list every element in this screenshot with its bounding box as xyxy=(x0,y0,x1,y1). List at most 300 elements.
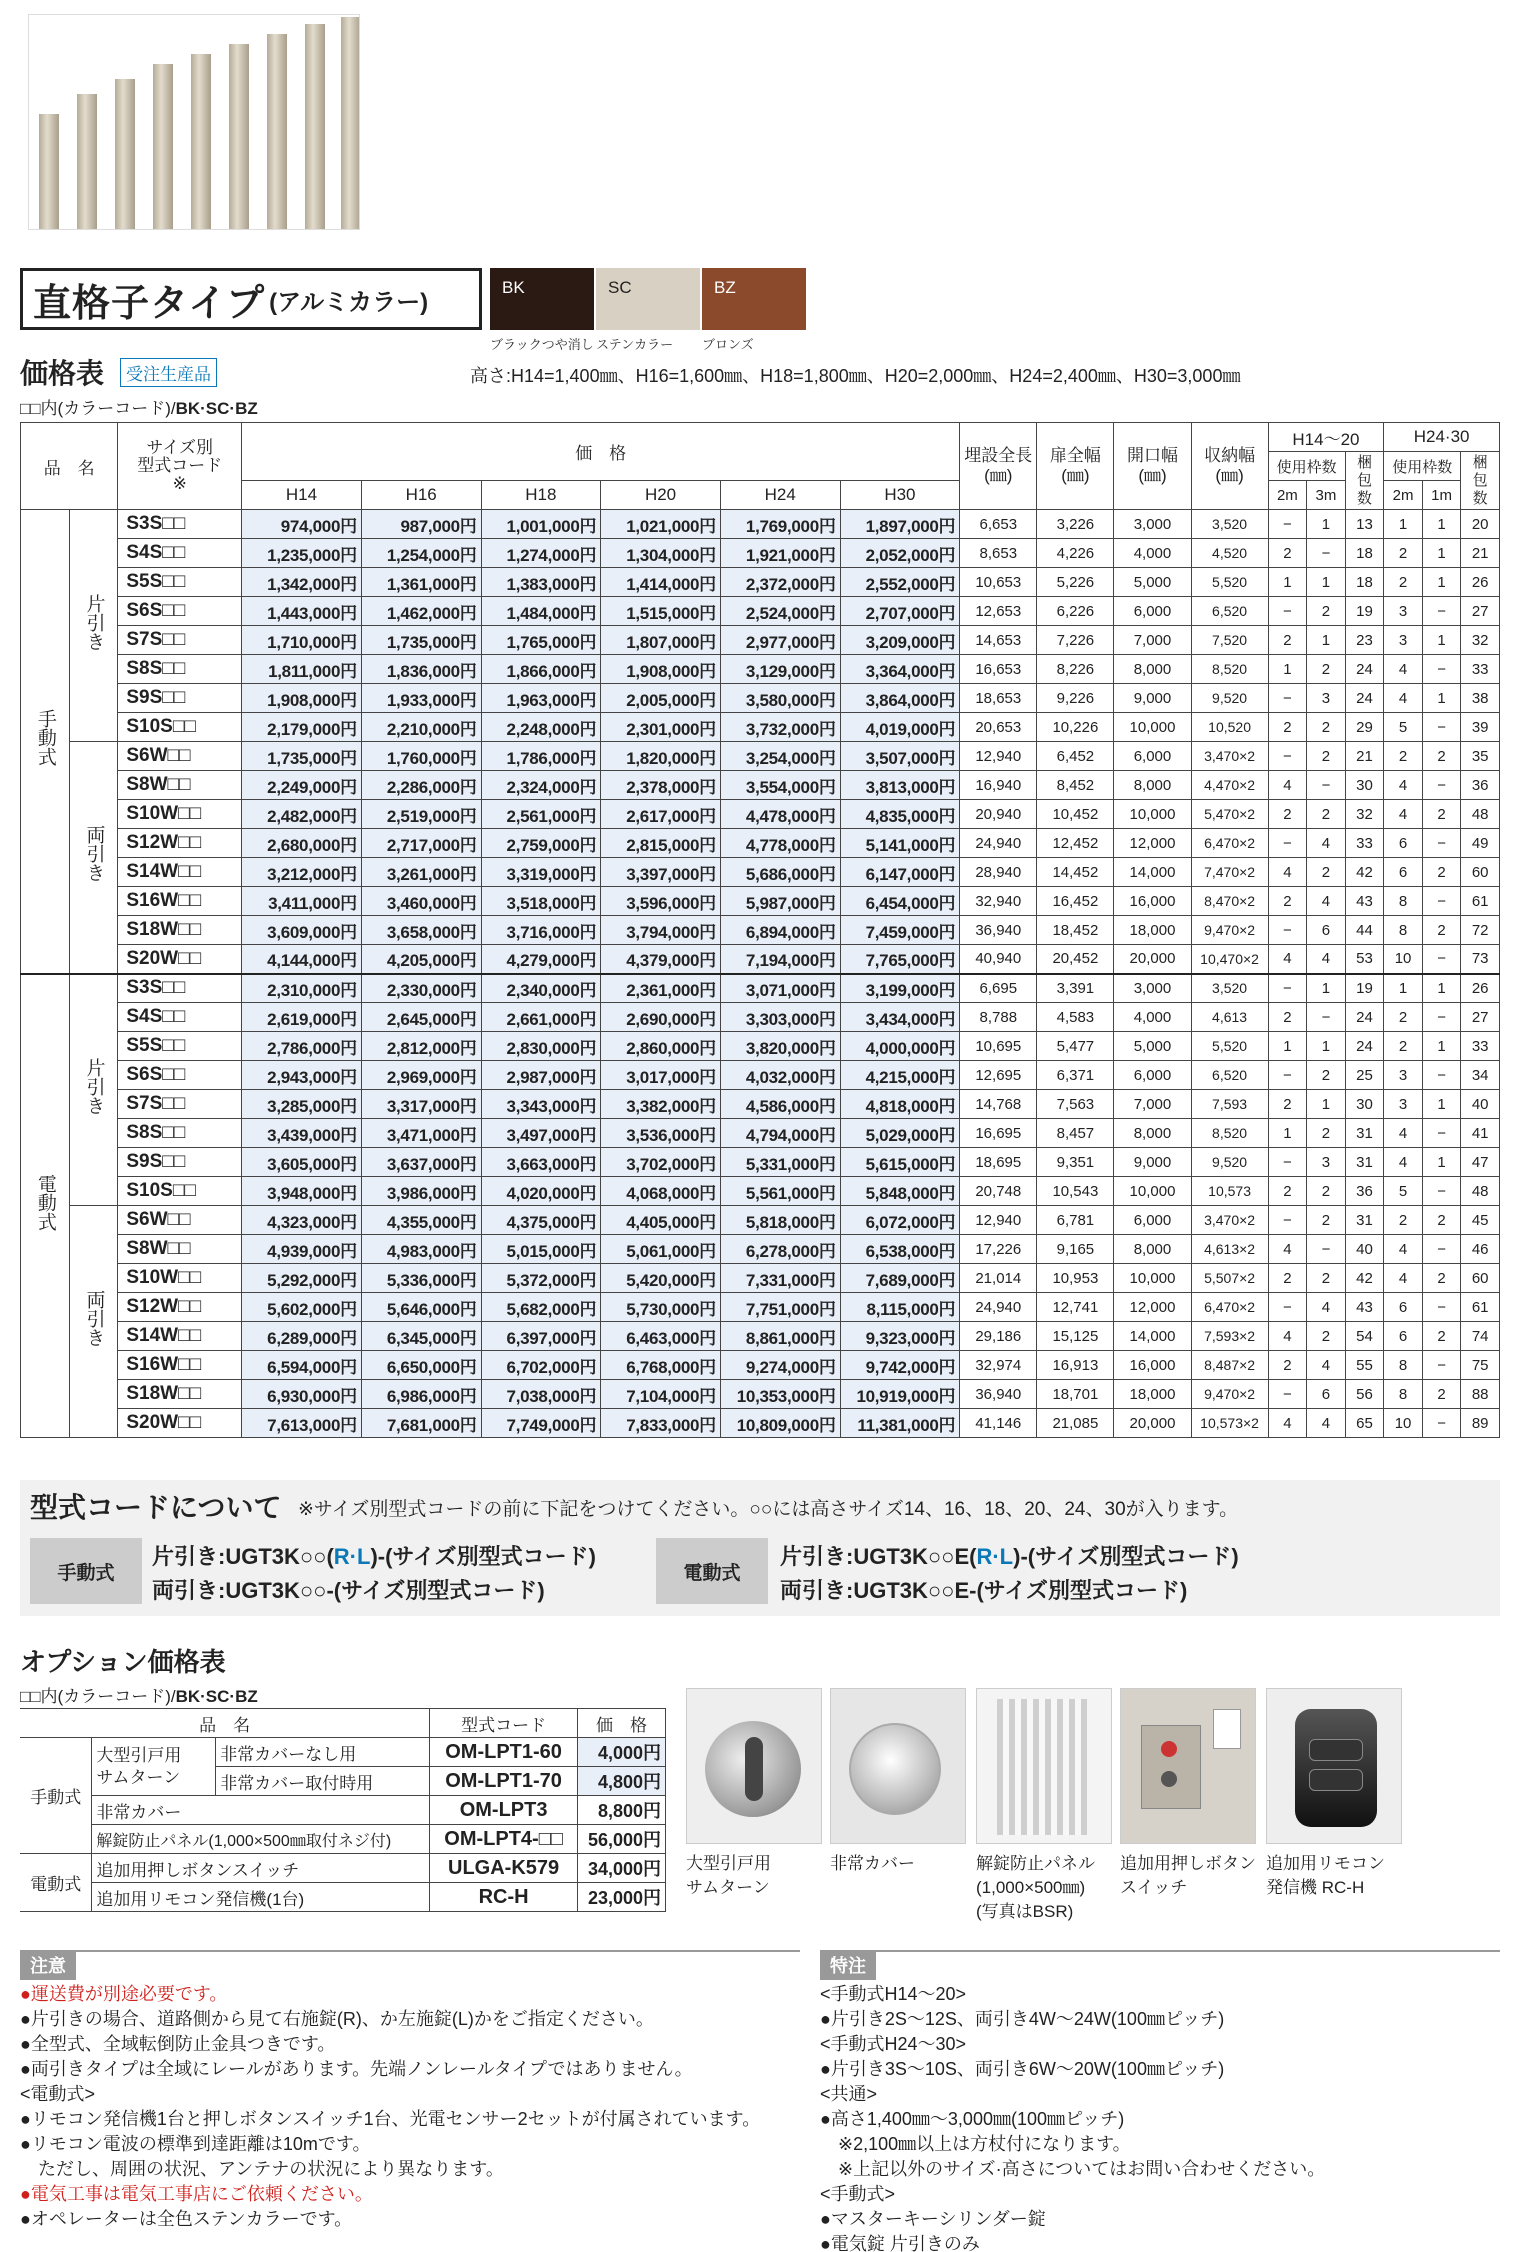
spec-cell: 1 xyxy=(1307,626,1346,655)
spec-cell: 6,226 xyxy=(1037,597,1114,626)
spec-cell: 12,653 xyxy=(960,597,1037,626)
model-code-note: ※サイズ別型式コードの前に下記をつけてください。○○には高さサイズ14、16、18、20、24、30が入ります。 xyxy=(298,1499,1239,1520)
spec-cell: − xyxy=(1268,742,1307,771)
size-code: S20W□□ xyxy=(118,945,242,974)
price-cell: 1,235,000円 xyxy=(242,539,362,568)
spec-cell: 20 xyxy=(1461,510,1500,539)
color-label-bk: ブラックつや消し xyxy=(490,337,594,352)
spec-cell: 8,000 xyxy=(1114,1119,1191,1148)
spec-cell: 2 xyxy=(1422,1206,1461,1235)
spec-cell: 60 xyxy=(1461,1264,1500,1293)
size-code: S6W□□ xyxy=(118,1206,242,1235)
caption-anti-unlock-panel: 解錠防止パネル (1,000×500㎜) (写真はBSR) xyxy=(976,1854,1095,1921)
spec-cell: 2 xyxy=(1384,1003,1423,1032)
price-cell: 1,760,000円 xyxy=(361,742,481,771)
spec-cell: 2 xyxy=(1384,568,1423,597)
price-cell: 4,215,000円 xyxy=(840,1061,960,1090)
options-title: オプション価格表 xyxy=(20,1647,226,1677)
spec-cell: 4 xyxy=(1384,771,1423,800)
electric-code-single-rl: R·L xyxy=(976,1544,1014,1569)
spec-cell: 33 xyxy=(1461,655,1500,684)
spec-cell: 16,913 xyxy=(1037,1351,1114,1380)
price-cell: 7,613,000円 xyxy=(242,1409,362,1438)
spec-cell: 18,000 xyxy=(1114,916,1191,945)
spec-cell: − xyxy=(1422,771,1461,800)
spec-cell: 10,226 xyxy=(1037,713,1114,742)
spec-cell: − xyxy=(1268,1148,1307,1177)
opt-r2-price: 4,800円 xyxy=(578,1767,666,1796)
price-cell: 3,439,000円 xyxy=(242,1119,362,1148)
spec-cell: 4 xyxy=(1268,858,1307,887)
spec-cell: 3,470×2 xyxy=(1191,742,1268,771)
options-table xyxy=(20,1708,666,1912)
note-item: ●オペレーターは全色ステンカラーです。 xyxy=(20,2209,353,2229)
price-cell: 3,303,000円 xyxy=(720,1003,840,1032)
spec-cell: 10 xyxy=(1384,945,1423,974)
price-cell: 3,820,000円 xyxy=(720,1032,840,1061)
price-cell: 5,615,000円 xyxy=(840,1148,960,1177)
price-cell: 1,897,000円 xyxy=(840,510,960,539)
spec-cell: − xyxy=(1422,829,1461,858)
opt-r6-code: RC-H xyxy=(430,1883,578,1912)
price-cell: 3,518,000円 xyxy=(481,887,601,916)
header-height-h24: H24 xyxy=(720,481,840,510)
spec-cell: 4,613 xyxy=(1191,1003,1268,1032)
price-cell: 2,690,000円 xyxy=(601,1003,721,1032)
spec-cell: 1 xyxy=(1268,1032,1307,1061)
height-note: 高さ:H14=1,400㎜、H16=1,600㎜、H18=1,800㎜、H20=2,000㎜、H24=2,400㎜、H30=3,000㎜ xyxy=(470,366,1241,386)
price-cell: 6,397,000円 xyxy=(481,1322,601,1351)
price-cell: 5,818,000円 xyxy=(720,1206,840,1235)
spec-cell: 1 xyxy=(1422,568,1461,597)
price-cell: 1,866,000円 xyxy=(481,655,601,684)
spec-cell: 16,940 xyxy=(960,771,1037,800)
spec-cell: 32,940 xyxy=(960,887,1037,916)
special-item: ●マスターキーシリンダー錠 xyxy=(820,2209,1046,2229)
spec-cell: 36 xyxy=(1461,771,1500,800)
spec-cell: 5,520 xyxy=(1191,568,1268,597)
spec-cell: 2 xyxy=(1384,539,1423,568)
price-cell: 1,274,000円 xyxy=(481,539,601,568)
price-cell: 4,405,000円 xyxy=(601,1206,721,1235)
price-cell: 5,987,000円 xyxy=(720,887,840,916)
price-cell: 3,580,000円 xyxy=(720,684,840,713)
spec-cell: − xyxy=(1268,829,1307,858)
spec-cell: 9,000 xyxy=(1114,1148,1191,1177)
color-code-note-prefix: □□内(カラーコード)/ xyxy=(20,399,176,418)
table-row xyxy=(21,1351,1500,1380)
manual-code-single-rl: R·L xyxy=(333,1544,371,1569)
header-frames-b: 使用枠数 xyxy=(1384,452,1461,481)
price-cell: 10,919,000円 xyxy=(840,1380,960,1409)
spec-cell: 6,452 xyxy=(1037,742,1114,771)
spec-cell: 21,085 xyxy=(1037,1409,1114,1438)
size-code: S3S□□ xyxy=(118,510,242,539)
spec-cell: 2 xyxy=(1384,1206,1423,1235)
spec-cell: 3,226 xyxy=(1037,510,1114,539)
spec-cell: 31 xyxy=(1345,1148,1384,1177)
spec-cell: 3 xyxy=(1384,1061,1423,1090)
spec-cell: 6 xyxy=(1384,1322,1423,1351)
price-cell: 5,730,000円 xyxy=(601,1293,721,1322)
color-swatch-sc: SC xyxy=(596,268,700,330)
spec-cell: 2 xyxy=(1384,742,1423,771)
product-photo xyxy=(28,14,360,230)
spec-cell: 18,653 xyxy=(960,684,1037,713)
spec-cell: 4 xyxy=(1268,771,1307,800)
price-cell: 4,375,000円 xyxy=(481,1206,601,1235)
price-cell: 2,286,000円 xyxy=(361,771,481,800)
price-cell: 6,594,000円 xyxy=(242,1351,362,1380)
spec-cell: 7,593×2 xyxy=(1191,1322,1268,1351)
price-cell: 1,807,000円 xyxy=(601,626,721,655)
special-item: ●電気錠 片引きのみ xyxy=(820,2234,980,2252)
price-cell: 3,319,000円 xyxy=(481,858,601,887)
spec-cell: 12,452 xyxy=(1037,829,1114,858)
price-cell: 3,507,000円 xyxy=(840,742,960,771)
price-cell: 1,414,000円 xyxy=(601,568,721,597)
price-cell: 5,682,000円 xyxy=(481,1293,601,1322)
size-code: S6S□□ xyxy=(118,1061,242,1090)
spec-cell: 10,695 xyxy=(960,1032,1037,1061)
spec-cell: 26 xyxy=(1461,568,1500,597)
table-row xyxy=(21,539,1500,568)
header-buried: 埋設全長 (㎜) xyxy=(960,423,1037,510)
spec-cell: 4 xyxy=(1307,887,1346,916)
table-row xyxy=(21,887,1500,916)
price-cell: 3,813,000円 xyxy=(840,771,960,800)
spec-cell: 2 xyxy=(1422,858,1461,887)
opt-manual-label: 手動式 xyxy=(20,1738,92,1854)
spec-cell: 4 xyxy=(1384,1119,1423,1148)
model-code-title: 型式コードについて xyxy=(30,1492,282,1523)
price-cell: 3,434,000円 xyxy=(840,1003,960,1032)
price-cell: 4,983,000円 xyxy=(361,1235,481,1264)
spec-cell: 8,226 xyxy=(1037,655,1114,684)
spec-cell: 2 xyxy=(1307,1119,1346,1148)
size-code: S10W□□ xyxy=(118,800,242,829)
header-height-h14: H14 xyxy=(242,481,362,510)
spec-cell: 40 xyxy=(1461,1090,1500,1119)
remote-photo xyxy=(1266,1688,1402,1844)
spec-cell: 6,000 xyxy=(1114,1206,1191,1235)
price-cell: 1,254,000円 xyxy=(361,539,481,568)
spec-cell: 8,000 xyxy=(1114,771,1191,800)
spec-cell: 4 xyxy=(1384,1148,1423,1177)
price-cell: 8,861,000円 xyxy=(720,1322,840,1351)
spec-cell: 1 xyxy=(1307,568,1346,597)
spec-cell: 5,470×2 xyxy=(1191,800,1268,829)
price-cell: 5,602,000円 xyxy=(242,1293,362,1322)
spec-cell: 18,701 xyxy=(1037,1380,1114,1409)
spec-cell: 6 xyxy=(1384,858,1423,887)
price-cell: 2,482,000円 xyxy=(242,800,362,829)
spec-cell: 73 xyxy=(1461,945,1500,974)
size-code: S5S□□ xyxy=(118,1032,242,1061)
note-item: <電動式> xyxy=(20,2084,96,2104)
spec-cell: 6,520 xyxy=(1191,597,1268,626)
spec-cell: − xyxy=(1268,597,1307,626)
spec-cell: 6,371 xyxy=(1037,1061,1114,1090)
spec-cell: − xyxy=(1422,655,1461,684)
price-cell: 5,292,000円 xyxy=(242,1264,362,1293)
special-title: 特注 xyxy=(820,1950,876,1980)
price-cell: 4,000,000円 xyxy=(840,1032,960,1061)
electric-code-double: 両引き:UGT3K○○E-(サイズ別型式コード) xyxy=(780,1578,1188,1603)
price-cell: 1,462,000円 xyxy=(361,597,481,626)
note-item: ●片引きの場合、道路側から見て右施錠(R)、か左施錠(L)かをご指定ください。 xyxy=(20,2009,654,2029)
price-cell: 2,830,000円 xyxy=(481,1032,601,1061)
spec-cell: 5,000 xyxy=(1114,568,1191,597)
table-row xyxy=(21,1177,1500,1206)
price-cell: 3,397,000円 xyxy=(601,858,721,887)
table-row xyxy=(21,1206,1500,1235)
spec-cell: 4,613×2 xyxy=(1191,1235,1268,1264)
group-label: 電動式 xyxy=(34,1173,56,1231)
price-cell: 1,001,000円 xyxy=(481,510,601,539)
spec-cell: 15,125 xyxy=(1037,1322,1114,1351)
spec-cell: − xyxy=(1422,713,1461,742)
size-code: S12W□□ xyxy=(118,829,242,858)
table-row xyxy=(21,916,1500,945)
note-item: ●両引きタイプは全域にレールがあります。先端ノンレールタイプではありません。 xyxy=(20,2059,693,2079)
price-cell: 4,020,000円 xyxy=(481,1177,601,1206)
spec-cell: 32 xyxy=(1345,800,1384,829)
table-row xyxy=(21,1322,1500,1351)
spec-cell: 10,452 xyxy=(1037,800,1114,829)
spec-cell: 2 xyxy=(1307,597,1346,626)
model-code-section xyxy=(20,1480,1500,1616)
spec-cell: 4,226 xyxy=(1037,539,1114,568)
spec-cell: 10,000 xyxy=(1114,713,1191,742)
spec-cell: 31 xyxy=(1345,1119,1384,1148)
special-list xyxy=(820,1982,1500,2252)
table-row xyxy=(21,597,1500,626)
header-h24-30: H24·30 xyxy=(1384,423,1500,452)
spec-cell: 35 xyxy=(1461,742,1500,771)
price-cell: 7,194,000円 xyxy=(720,945,840,974)
price-cell: 5,015,000円 xyxy=(481,1235,601,1264)
opt-thumbturn: 大型引戸用 サムターン xyxy=(92,1738,216,1796)
spec-cell: 1 xyxy=(1422,626,1461,655)
spec-cell: 8 xyxy=(1384,887,1423,916)
price-cell: 3,716,000円 xyxy=(481,916,601,945)
price-cell: 5,686,000円 xyxy=(720,858,840,887)
spec-cell: 27 xyxy=(1461,1003,1500,1032)
spec-cell: 26 xyxy=(1461,974,1500,1003)
price-cell: 2,680,000円 xyxy=(242,829,362,858)
price-cell: 7,833,000円 xyxy=(601,1409,721,1438)
price-cell: 2,617,000円 xyxy=(601,800,721,829)
opt-r5-name: 追加用押しボタンスイッチ xyxy=(92,1854,430,1883)
spec-cell: 2 xyxy=(1307,1206,1346,1235)
price-cell: 2,786,000円 xyxy=(242,1032,362,1061)
price-cell: 1,342,000円 xyxy=(242,568,362,597)
special-item: <手動式H24〜30> xyxy=(820,2034,967,2054)
size-code: S8S□□ xyxy=(118,1119,242,1148)
spec-cell: 12,000 xyxy=(1114,829,1191,858)
price-cell: 6,463,000円 xyxy=(601,1322,721,1351)
spec-cell: 1 xyxy=(1268,1119,1307,1148)
spec-cell: 4 xyxy=(1384,655,1423,684)
spec-cell: 16,000 xyxy=(1114,1351,1191,1380)
spec-cell: 5 xyxy=(1384,1177,1423,1206)
spec-cell: 21,014 xyxy=(960,1264,1037,1293)
spec-cell: − xyxy=(1268,1061,1307,1090)
anti-unlock-panel-photo xyxy=(976,1688,1112,1844)
spec-cell: 5,520 xyxy=(1191,1032,1268,1061)
price-cell: 1,836,000円 xyxy=(361,655,481,684)
price-cell: 1,933,000円 xyxy=(361,684,481,713)
price-cell: 5,336,000円 xyxy=(361,1264,481,1293)
spec-cell: 9,165 xyxy=(1037,1235,1114,1264)
color-swatch-bz: BZ xyxy=(702,268,806,330)
spec-cell: − xyxy=(1422,1235,1461,1264)
price-cell: 4,068,000円 xyxy=(601,1177,721,1206)
spec-cell: 1 xyxy=(1384,974,1423,1003)
size-code: S20W□□ xyxy=(118,1409,242,1438)
spec-cell: 5,477 xyxy=(1037,1032,1114,1061)
opt-r2-sub: 非常カバー取付時用 xyxy=(216,1767,430,1796)
spec-cell: 8,520 xyxy=(1191,1119,1268,1148)
price-cell: 3,732,000円 xyxy=(720,713,840,742)
size-code: S10S□□ xyxy=(118,713,242,742)
spec-cell: − xyxy=(1268,1206,1307,1235)
spec-cell: 3 xyxy=(1307,1148,1346,1177)
spec-cell: − xyxy=(1422,1351,1461,1380)
spec-cell: 19 xyxy=(1345,597,1384,626)
opt-r1-price: 4,000円 xyxy=(578,1738,666,1767)
notes-list xyxy=(20,1982,810,2232)
price-cell: 5,061,000円 xyxy=(601,1235,721,1264)
table-row xyxy=(21,1061,1500,1090)
special-item: ●高さ1,400㎜〜3,000㎜(100㎜ピッチ) xyxy=(820,2109,1125,2129)
price-cell: 8,115,000円 xyxy=(840,1293,960,1322)
price-cell: 3,129,000円 xyxy=(720,655,840,684)
price-cell: 1,710,000円 xyxy=(242,626,362,655)
spec-cell: − xyxy=(1307,1235,1346,1264)
spec-cell: 65 xyxy=(1345,1409,1384,1438)
spec-cell: 28,940 xyxy=(960,858,1037,887)
spec-cell: 27 xyxy=(1461,597,1500,626)
price-cell: 2,815,000円 xyxy=(601,829,721,858)
spec-cell: 2 xyxy=(1268,1090,1307,1119)
opt-r3-price: 8,800円 xyxy=(578,1796,666,1825)
header-size-code: サイズ別 型式コード ※ xyxy=(118,423,242,510)
price-cell: 3,411,000円 xyxy=(242,887,362,916)
spec-cell: 33 xyxy=(1345,829,1384,858)
price-cell: 1,769,000円 xyxy=(720,510,840,539)
price-cell: 3,794,000円 xyxy=(601,916,721,945)
spec-cell: 1 xyxy=(1384,510,1423,539)
spec-cell: 2 xyxy=(1422,1380,1461,1409)
opt-r5-price: 34,000円 xyxy=(578,1854,666,1883)
price-cell: 2,661,000円 xyxy=(481,1003,601,1032)
spec-cell: 23 xyxy=(1345,626,1384,655)
opt-r2-code: OM-LPT1-70 xyxy=(430,1767,578,1796)
push-button-photo xyxy=(1120,1688,1256,1844)
header-store-width: 収納幅 (㎜) xyxy=(1191,423,1268,510)
spec-cell: 8,788 xyxy=(960,1003,1037,1032)
subgroup-label: 両引き xyxy=(83,825,105,883)
spec-cell: 14,768 xyxy=(960,1090,1037,1119)
spec-cell: 4 xyxy=(1307,1293,1346,1322)
made-to-order-badge: 受注生産品 xyxy=(120,358,217,387)
spec-cell: 20,940 xyxy=(960,800,1037,829)
price-cell: 4,032,000円 xyxy=(720,1061,840,1090)
price-cell: 6,147,000円 xyxy=(840,858,960,887)
spec-cell: 6,695 xyxy=(960,974,1037,1003)
spec-cell: 3 xyxy=(1384,597,1423,626)
price-cell: 3,596,000円 xyxy=(601,887,721,916)
spec-cell: 18,452 xyxy=(1037,916,1114,945)
spec-cell: 61 xyxy=(1461,887,1500,916)
spec-cell: 16,000 xyxy=(1114,887,1191,916)
spec-cell: 12,940 xyxy=(960,1206,1037,1235)
options-color-note xyxy=(20,1682,258,1707)
price-cell: 10,353,000円 xyxy=(720,1380,840,1409)
caption-remote: 追加用リモコン 発信機 RC-H xyxy=(1266,1854,1385,1897)
spec-cell: 10,000 xyxy=(1114,1177,1191,1206)
opt-r4-code: OM-LPT4-□□ xyxy=(430,1825,578,1854)
size-code: S14W□□ xyxy=(118,858,242,887)
spec-cell: 48 xyxy=(1461,800,1500,829)
spec-cell: 2 xyxy=(1268,1351,1307,1380)
price-cell: 4,279,000円 xyxy=(481,945,601,974)
opt-r1-sub: 非常カバーなし用 xyxy=(216,1738,430,1767)
electric-code-single xyxy=(780,1540,1239,1571)
price-cell: 6,345,000円 xyxy=(361,1322,481,1351)
spec-cell: 2 xyxy=(1307,1177,1346,1206)
note-item: ●運送費が別途必要です。 xyxy=(20,1984,228,2004)
spec-cell: 6,470×2 xyxy=(1191,829,1268,858)
price-cell: 4,835,000円 xyxy=(840,800,960,829)
spec-cell: 4 xyxy=(1268,1235,1307,1264)
table-row xyxy=(21,1148,1500,1177)
spec-cell: 42 xyxy=(1345,858,1384,887)
table-row xyxy=(21,1293,1500,1322)
table-row xyxy=(21,742,1500,771)
spec-cell: 8,000 xyxy=(1114,655,1191,684)
price-cell: 2,052,000円 xyxy=(840,539,960,568)
header-open-width: 開口幅 (㎜) xyxy=(1114,423,1191,510)
spec-cell: 6,000 xyxy=(1114,742,1191,771)
spec-cell: 18,695 xyxy=(960,1148,1037,1177)
note-item: ただし、周囲の状況、アンテナの状況により異なります。 xyxy=(20,2159,504,2179)
spec-cell: 38 xyxy=(1461,684,1500,713)
price-cell: 2,301,000円 xyxy=(601,713,721,742)
size-code: S7S□□ xyxy=(118,1090,242,1119)
price-cell: 3,017,000円 xyxy=(601,1061,721,1090)
price-cell: 3,364,000円 xyxy=(840,655,960,684)
options-color-code-list: BK·SC·BZ xyxy=(175,1687,258,1706)
price-cell: 7,459,000円 xyxy=(840,916,960,945)
spec-cell: 36,940 xyxy=(960,1380,1037,1409)
spec-cell: 1 xyxy=(1422,684,1461,713)
spec-cell: 3,470×2 xyxy=(1191,1206,1268,1235)
spec-cell: 1 xyxy=(1307,974,1346,1003)
price-cell: 2,361,000円 xyxy=(601,974,721,1003)
spec-cell: 1 xyxy=(1307,1090,1346,1119)
spec-cell: 4 xyxy=(1384,1235,1423,1264)
spec-cell: 54 xyxy=(1345,1322,1384,1351)
spec-cell: 41 xyxy=(1461,1119,1500,1148)
spec-cell: 61 xyxy=(1461,1293,1500,1322)
size-code: S6S□□ xyxy=(118,597,242,626)
table-row xyxy=(21,771,1500,800)
size-code: S12W□□ xyxy=(118,1293,242,1322)
price-cell: 2,324,000円 xyxy=(481,771,601,800)
